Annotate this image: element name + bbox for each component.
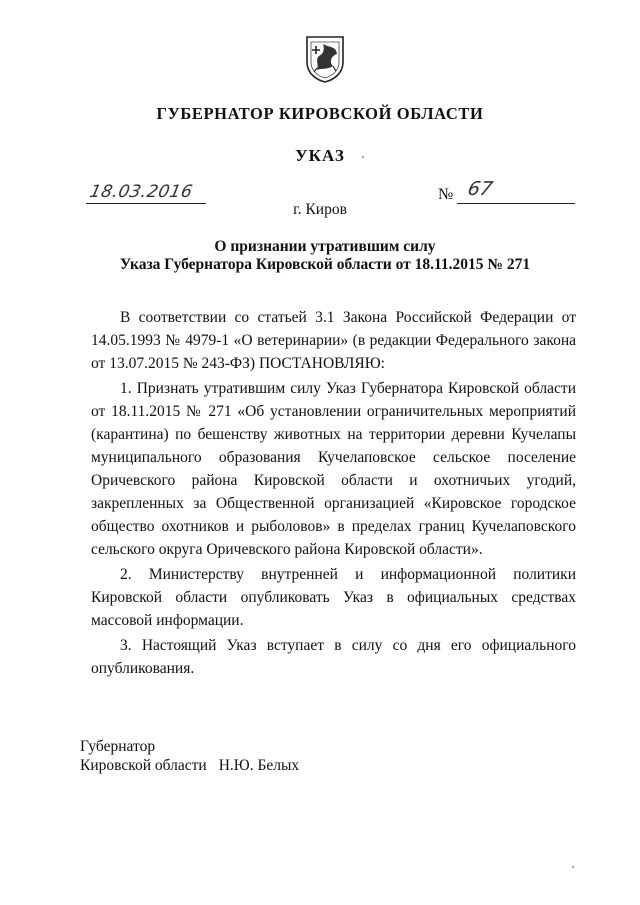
signature-position-line-2: Кировской области bbox=[80, 757, 207, 774]
document-body bbox=[91, 306, 576, 682]
document-type-title: УКАЗ bbox=[295, 146, 345, 165]
coat-of-arms-emblem bbox=[303, 34, 347, 84]
subject-line-1: О признании утратившим силу bbox=[214, 238, 436, 255]
signatory-name: Н.Ю. Белых bbox=[218, 757, 300, 774]
scan-speck bbox=[362, 156, 364, 158]
city-label: г. Киров bbox=[293, 201, 347, 218]
item-paragraph-1: 1. Признать утратившим силу Указ Губернатора Кировской области от 18.11.2015 № 271 «Об установлении ограничительных мероприятий (карантина) по бешенству животных на территории деревни Кучелапы муниципального образования Кучелаповское сельское поселение Оричевского района Кировской области и охотничьих угодий, закрепленных за Общественной организацией «Кировское городское общество охотников и рыболовов» в пределах границ Кучелаповского сельского округа Оричевского района Кировской области». bbox=[91, 380, 576, 558]
number-label: № bbox=[438, 186, 454, 203]
document-subject bbox=[80, 238, 570, 274]
number-handwritten: 67 bbox=[465, 178, 495, 200]
signature-position-line-1: Губернатор bbox=[80, 738, 156, 755]
scan-speck bbox=[572, 866, 574, 868]
item-paragraph-2: 2. Министерству внутренней и информационной политики Кировской области опубликовать Указ в официальных средствах массовой информации. bbox=[91, 566, 576, 629]
organization-title: ГУБЕРНАТОР КИРОВСКОЙ ОБЛАСТИ bbox=[156, 104, 484, 123]
item-paragraph-3: 3. Настоящий Указ вступает в силу со дня его официального опубликования. bbox=[91, 637, 576, 677]
subject-line-2: Указа Губернатора Кировской области от 18.11.2015 № 271 bbox=[119, 256, 531, 273]
signature-block bbox=[80, 737, 299, 775]
date-handwritten: 18.03.2016 bbox=[87, 182, 195, 202]
preamble-paragraph: В соответствии со статьей 3.1 Закона Российской Федерации от 14.05.1993 № 4979-1 «О ветеринарии» (в редакции Федерального закона от 13.07.2015 № 243-ФЗ) ПОСТАНОВЛЯЮ: bbox=[91, 309, 576, 372]
